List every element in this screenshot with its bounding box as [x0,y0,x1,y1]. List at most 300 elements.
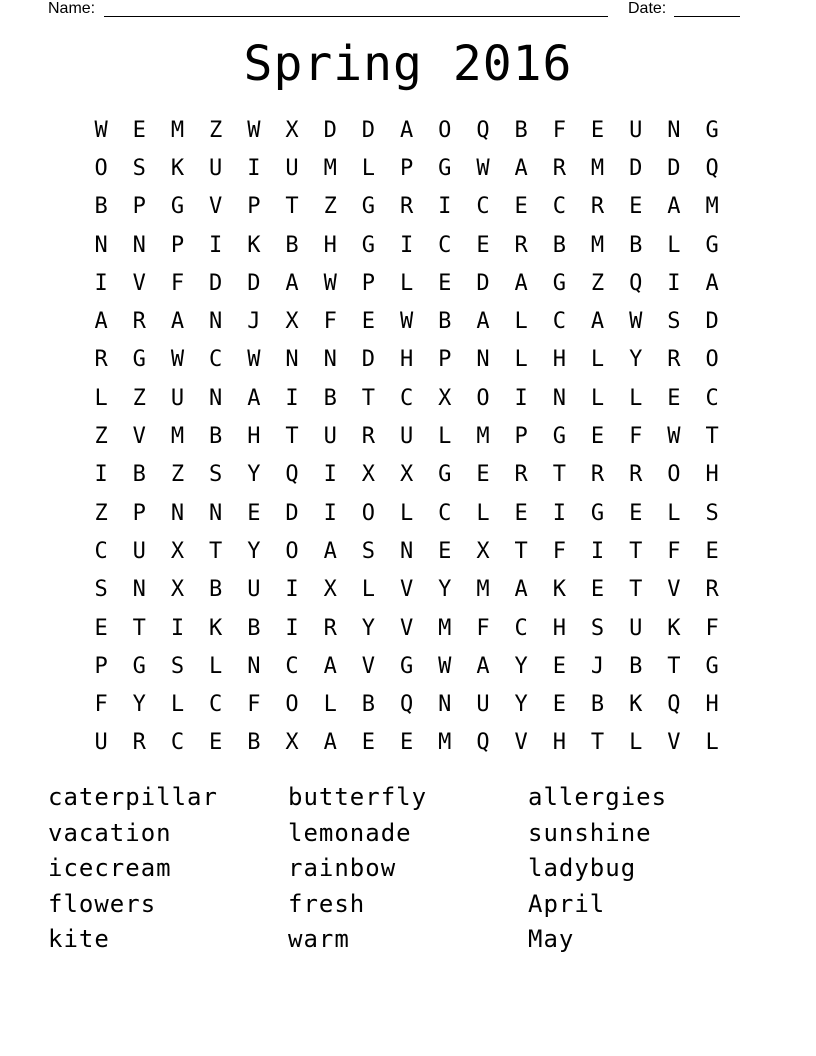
grid-letter: L [590,385,605,411]
grid-letter: L [514,347,528,373]
grid-letter: I [94,462,108,488]
grid-letter: C [514,615,528,641]
grid-letter: Q [285,462,299,488]
word-list-item: kite [48,925,110,953]
grid-letter: C [438,232,452,258]
word-list [48,780,768,958]
grid-letter: T [285,194,299,220]
grid-letter: M [590,155,605,181]
grid-letter: B [323,385,337,411]
word-list-item: May [528,925,575,953]
grid-letter: B [361,692,376,718]
word-list-item: icecream [48,854,172,882]
grid-letter: L [629,730,643,756]
grid-letter: D [705,309,719,335]
word-list-item: caterpillar [48,783,218,811]
grid-letter: Q [476,730,490,756]
grid-letter: P [399,155,414,181]
grid-letter: Y [629,347,643,373]
grid-letter: E [705,538,719,564]
grid-letter: A [514,155,528,181]
grid-letter: R [514,232,528,258]
grid-letter: Y [361,615,376,641]
grid-letter: K [629,692,643,718]
grid-letter: N [132,577,146,603]
grid-letter: W [323,270,337,296]
grid-letter: E [629,194,643,220]
grid-letter: Q [705,155,719,181]
grid-letter: O [285,692,299,718]
grid-letter: L [705,730,719,756]
grid-letter: F [629,424,643,450]
grid-letter: G [705,232,719,258]
grid-letter: A [476,309,490,335]
grid-letter: E [476,232,490,258]
grid-letter: S [667,309,681,335]
grid-letter: L [476,500,490,526]
name-label: Name: [48,0,96,17]
grid-letter: R [590,462,605,488]
grid-letter: W [247,347,261,373]
grid-letter: I [94,270,108,296]
grid-letter: I [438,194,452,220]
grid-letter: I [285,385,299,411]
grid-letter: U [476,692,490,718]
grid-letter: Z [590,270,605,296]
grid-letter: O [667,462,681,488]
grid-letter: G [705,117,719,143]
grid-letter: B [285,232,299,258]
grid-letter: K [247,232,261,258]
grid-letter: I [514,385,528,411]
grid-letter: X [476,538,490,564]
grid-letter: E [132,117,146,143]
grid-letter: R [132,309,146,335]
grid-letter: V [667,730,681,756]
grid-letter: K [170,155,185,181]
grid-letter: V [132,424,146,450]
grid-letter: M [590,232,605,258]
word-list-item: warm [288,925,350,953]
grid-letter: E [247,500,261,526]
grid-letter: O [361,500,376,526]
grid-letter: E [552,692,566,718]
grid-letter: L [667,232,681,258]
grid-letter: R [361,424,376,450]
grid-letter: C [438,500,452,526]
grid-letter: Y [514,653,528,679]
grid-letter: B [247,615,261,641]
grid-letter: M [705,194,719,220]
letter-grid [82,111,731,762]
grid-letter: X [438,385,452,411]
grid-letter: R [590,194,605,220]
grid-letter: A [514,270,528,296]
word-list-item: sunshine [528,818,652,847]
grid-letter: G [361,232,376,258]
grid-letter: L [323,692,337,718]
word-list-item: fresh [288,889,366,918]
name-blank-line [104,16,608,17]
grid-letter: K [552,577,566,603]
grid-letter: C [170,730,185,756]
grid-letter: Z [94,424,108,450]
worksheet-header [0,0,816,20]
grid-letter: Y [247,462,261,488]
grid-letter: N [667,117,681,143]
grid-letter: W [170,347,185,373]
grid-letter: M [476,577,490,603]
grid-letter: S [132,155,146,181]
grid-letter: I [323,462,337,488]
grid-letter: B [132,462,146,488]
grid-letter: V [361,653,376,679]
grid-letter: I [285,615,299,641]
grid-letter: O [438,117,452,143]
grid-letter: Y [514,692,528,718]
grid-letter: I [552,500,566,526]
grid-letter: P [132,500,146,526]
grid-letter: B [209,424,223,450]
grid-letter: E [361,730,376,756]
grid-letter: F [667,538,681,564]
grid-letter: W [94,117,108,143]
grid-letter: L [590,347,605,373]
grid-letter: A [705,270,719,296]
grid-letter: J [590,653,605,679]
grid-letter: V [399,577,414,603]
grid-letter: A [170,309,185,335]
grid-letter: D [285,500,299,526]
grid-letter: A [323,730,337,756]
grid-letter: L [209,653,223,679]
grid-letter: L [361,577,376,603]
grid-letter: N [399,538,414,564]
grid-letter: D [667,155,681,181]
grid-letter: R [323,615,337,641]
grid-letter: B [514,117,528,143]
grid-letter: N [209,500,223,526]
grid-letter: M [170,424,185,450]
grid-letter: U [399,424,414,450]
grid-letter: T [590,730,605,756]
grid-letter: Y [132,692,146,718]
grid-letter: H [399,347,414,373]
grid-letter: E [94,615,108,641]
grid-letter: P [132,194,146,220]
grid-letter: F [247,692,261,718]
grid-letter: I [285,577,299,603]
grid-letter: E [590,424,605,450]
grid-letter: A [399,117,414,143]
grid-letter: M [323,155,337,181]
grid-letter: E [590,577,605,603]
grid-letter: G [361,194,376,220]
grid-letter: S [209,462,223,488]
grid-letter: E [438,538,452,564]
grid-letter: E [552,653,566,679]
grid-letter: W [438,653,452,679]
grid-letter: K [667,615,681,641]
grid-letter: X [323,577,337,603]
grid-letter: T [552,462,566,488]
grid-letter: A [667,194,681,220]
grid-letter: W [667,424,681,450]
grid-letter: R [132,730,146,756]
grid-letter: B [629,653,643,679]
grid-letter: H [552,730,566,756]
grid-letter: L [361,155,376,181]
grid-letter: R [705,577,719,603]
grid-letter: X [170,577,185,603]
grid-letter: F [323,309,337,335]
grid-letter: U [132,538,146,564]
grid-letter: I [590,538,605,564]
grid-letter: U [209,155,223,181]
grid-letter: P [94,653,108,679]
grid-letter: G [132,347,146,373]
grid-letter: Q [399,692,414,718]
grid-letter: O [94,155,108,181]
grid-letter: P [438,347,452,373]
grid-letter: X [285,117,299,143]
grid-letter: H [705,692,719,718]
grid-letter: D [629,155,643,181]
grid-letter: N [209,385,223,411]
date-blank-line [674,16,740,17]
grid-letter: S [705,500,719,526]
grid-letter: V [399,615,414,641]
grid-letter: Z [323,194,337,220]
grid-letter: O [476,385,490,411]
grid-letter: V [514,730,528,756]
grid-letter: C [209,347,223,373]
grid-letter: H [552,347,566,373]
grid-letter: X [399,462,414,488]
grid-letter: N [323,347,337,373]
grid-letter: C [705,385,719,411]
grid-letter: D [209,270,223,296]
grid-letter: S [361,538,376,564]
grid-letter: A [285,270,299,296]
grid-letter: E [209,730,223,756]
grid-letter: F [552,117,566,143]
grid-letter: P [247,194,261,220]
grid-letter: D [247,270,261,296]
grid-letter: L [399,270,414,296]
grid-letter: E [514,500,528,526]
grid-letter: R [629,462,643,488]
grid-letter: E [438,270,452,296]
grid-letter: I [247,155,261,181]
word-list-item: April [528,889,606,918]
grid-letter: D [476,270,490,296]
grid-letter: Z [170,462,185,488]
word-list-item: flowers [48,889,157,918]
grid-letter: G [705,653,719,679]
grid-letter: J [247,309,261,335]
grid-letter: G [590,500,605,526]
grid-letter: I [170,615,185,641]
grid-letter: I [399,232,414,258]
grid-letter: I [209,232,223,258]
grid-letter: G [552,424,566,450]
grid-letter: B [438,309,452,335]
grid-letter: B [247,730,261,756]
grid-letter: F [552,538,566,564]
grid-letter: T [285,424,299,450]
grid-letter: N [285,347,299,373]
grid-letter: U [629,117,643,143]
grid-letter: A [514,577,528,603]
grid-letter: B [590,692,605,718]
word-list-item: rainbow [288,854,397,882]
grid-letter: C [552,309,566,335]
grid-letter: O [285,538,299,564]
grid-letter: N [476,347,490,373]
grid-letter: B [94,194,108,220]
grid-letter: E [361,309,376,335]
word-list-item: lemonade [288,818,412,847]
grid-letter: N [170,500,185,526]
grid-letter: G [399,653,414,679]
grid-letter: Z [94,500,108,526]
grid-letter: I [667,270,681,296]
grid-letter: Q [476,117,490,143]
grid-letter: U [285,155,299,181]
grid-letter: C [94,538,108,564]
grid-letter: R [552,155,566,181]
grid-letter: V [132,270,146,296]
grid-letter: T [361,385,376,411]
grid-letter: F [476,615,490,641]
grid-letter: A [590,309,605,335]
grid-letter: U [247,577,261,603]
grid-letter: E [629,500,643,526]
grid-letter: B [209,577,223,603]
grid-letter: G [438,155,452,181]
grid-letter: N [209,309,223,335]
grid-letter: L [399,500,414,526]
grid-letter: T [209,538,223,564]
grid-letter: X [361,462,376,488]
grid-letter: Y [438,577,452,603]
grid-letter: N [94,232,108,258]
grid-letter: D [361,347,376,373]
grid-letter: Q [629,270,643,296]
grid-letter: U [94,730,108,756]
grid-letter: G [438,462,452,488]
date-label: Date: [628,0,667,17]
page-title: Spring 2016 [243,36,573,92]
grid-letter: C [285,653,299,679]
grid-letter: L [438,424,452,450]
grid-letter: A [247,385,261,411]
grid-letter: W [476,155,490,181]
grid-letter: A [323,538,337,564]
grid-letter: T [629,538,643,564]
grid-letter: H [705,462,719,488]
grid-letter: N [247,653,261,679]
grid-letter: X [285,730,299,756]
grid-letter: Z [132,385,146,411]
grid-letter: E [514,194,528,220]
grid-letter: P [514,424,528,450]
grid-letter: E [590,117,605,143]
grid-letter: T [132,615,146,641]
grid-letter: L [514,309,528,335]
grid-letter: F [94,692,108,718]
grid-letter: N [132,232,146,258]
word-list-item: butterfly [288,783,428,811]
grid-letter: E [399,730,414,756]
grid-letter: R [399,194,414,220]
grid-letter: R [667,347,681,373]
grid-letter: U [323,424,337,450]
grid-letter: A [476,653,490,679]
grid-letter: W [629,309,643,335]
grid-letter: F [705,615,719,641]
grid-letter: X [170,538,185,564]
grid-letter: L [667,500,681,526]
grid-letter: P [170,232,185,258]
grid-letter: H [552,615,566,641]
grid-letter: H [247,424,261,450]
word-list-item: allergies [528,783,668,811]
grid-letter: S [170,653,185,679]
grid-letter: C [399,385,414,411]
grid-letter: M [438,730,452,756]
grid-letter: W [247,117,261,143]
grid-letter: S [94,577,108,603]
grid-letter: N [438,692,452,718]
grid-letter: G [170,194,185,220]
grid-letter: F [170,270,185,296]
grid-letter: T [629,577,643,603]
grid-letter: P [361,270,376,296]
grid-letter: L [170,692,185,718]
grid-letter: T [667,653,681,679]
grid-letter: D [323,117,337,143]
grid-letter: C [476,194,490,220]
grid-letter: M [438,615,452,641]
grid-letter: L [629,385,643,411]
grid-letter: R [94,347,108,373]
grid-letter: X [285,309,299,335]
grid-letter: M [476,424,490,450]
grid-letter: V [667,577,681,603]
word-list-item: ladybug [528,854,637,882]
grid-letter: A [94,309,108,335]
grid-letter: A [323,653,337,679]
grid-letter: G [132,653,146,679]
grid-letter: C [209,692,223,718]
grid-letter: E [476,462,490,488]
grid-letter: N [552,385,566,411]
grid-letter: L [94,385,108,411]
grid-letter: O [705,347,719,373]
grid-letter: G [552,270,566,296]
grid-letter: R [514,462,528,488]
grid-letter: K [209,615,223,641]
word-list-item: vacation [48,818,172,847]
grid-letter: M [170,117,185,143]
grid-letter: Z [209,117,223,143]
grid-letter: W [399,309,414,335]
grid-letter: Y [247,538,261,564]
grid-letter: E [667,385,681,411]
grid-letter: T [705,424,719,450]
